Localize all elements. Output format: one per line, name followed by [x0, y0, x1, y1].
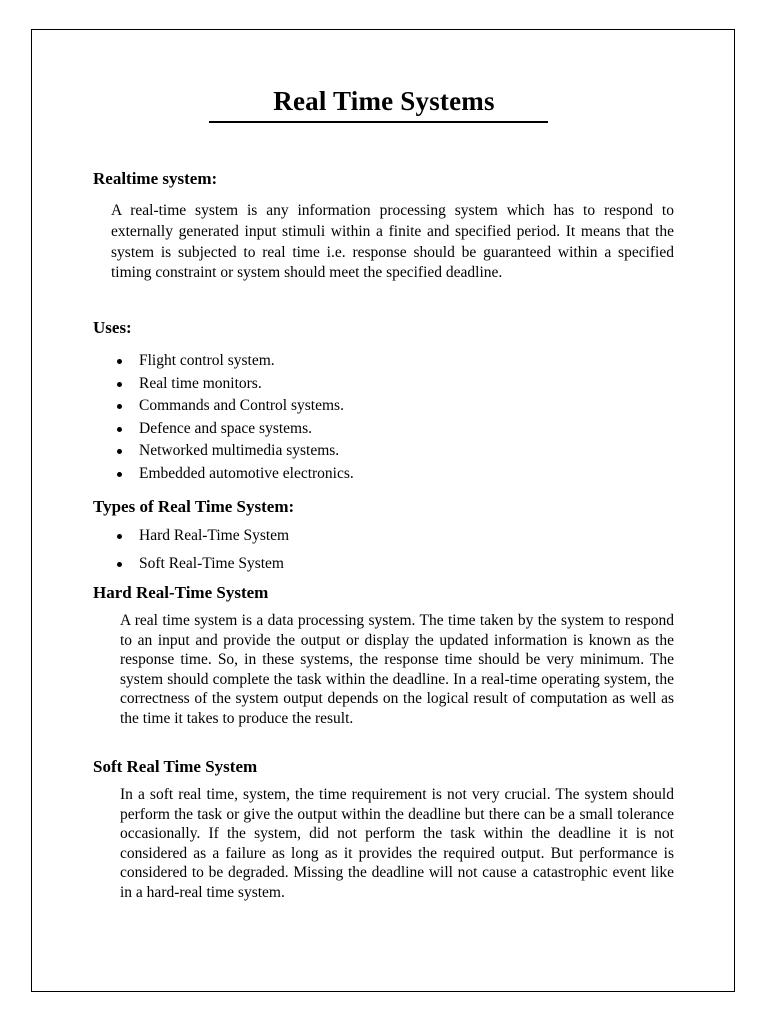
list-item: Networked multimedia systems.: [115, 440, 354, 463]
title-underline: [209, 121, 548, 123]
list-item: Commands and Control systems.: [115, 395, 354, 418]
heading-soft-real-time: Soft Real Time System: [93, 757, 258, 776]
heading-types: Types of Real Time System:: [93, 497, 295, 516]
paragraph-realtime-definition: A real-time system is any information processing system which has to respond to externally generated input stimuli within a finite and specified period. It means that the system is subjected to real time i.e. response should be guaranteed within a specified timing constraint or system should meet the specified deadline.: [111, 202, 674, 282]
list-item: Hard Real-Time System: [115, 522, 289, 550]
list-item: Defence and space systems.: [115, 418, 354, 441]
heading-uses: Uses:: [93, 318, 132, 337]
list-item: Embedded automotive electronics.: [115, 463, 354, 486]
paragraph-soft-real-time: In a soft real time, system, the time requirement is not very crucial. The system should perform the task or give the output within the deadline but there can be a small tolerance occasionally. If the system, did not perform the task within the deadline it is not considered as a failure as long as it provides the required output. But performance is considered to be degraded. Missing the deadline will not cause a catastrophic event like in a hard-real time system.: [120, 786, 674, 901]
list-item: Real time monitors.: [115, 373, 354, 396]
heading-hard-real-time: Hard Real-Time System: [93, 583, 269, 602]
document-title: Real Time Systems: [273, 86, 495, 116]
uses-list: [115, 350, 354, 486]
list-item: Flight control system.: [115, 350, 354, 373]
heading-realtime-system: Realtime system:: [93, 169, 218, 188]
paragraph-hard-real-time: A real time system is a data processing system. The time taken by the system to respond to an input and provide the output or display the updated information is known as the response time. So, in these systems, the response time should be very minimum. The system should complete the task within the deadline. In a real-time operating system, the correctness of the system output depends on the logical result of computation as well as the time it takes to produce the result.: [120, 612, 674, 727]
list-item: Soft Real-Time System: [115, 550, 289, 578]
types-list: [115, 522, 289, 578]
